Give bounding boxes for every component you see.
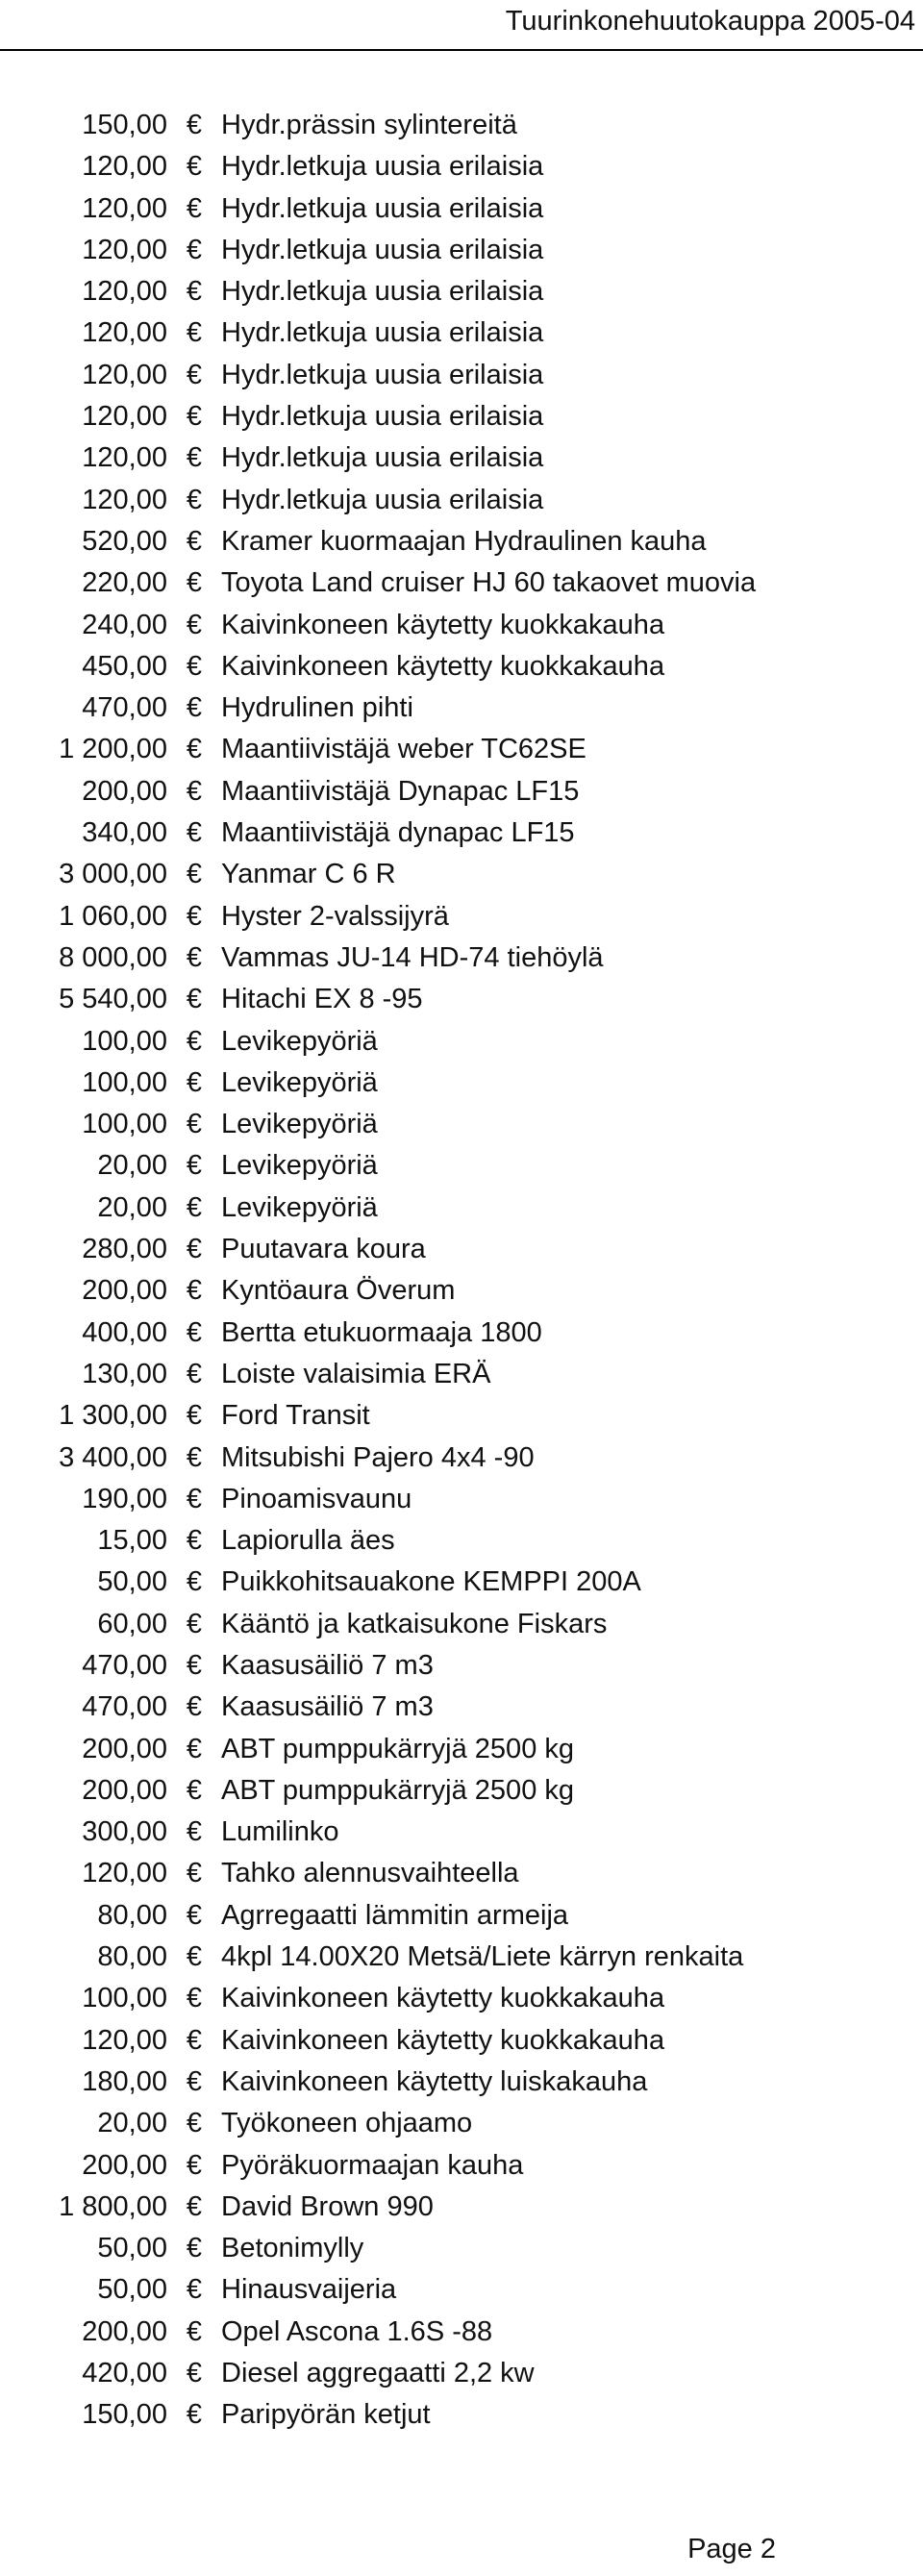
item-description: Hydr.letkuja uusia erilaisia (221, 276, 544, 308)
page-number: Page 2 (687, 2534, 776, 2564)
list-item (35, 771, 900, 813)
item-price: 240,00 (82, 609, 167, 640)
item-price: 20,00 (97, 1191, 167, 1223)
euro-currency-symbol: € (186, 1316, 203, 1348)
list-item (35, 1313, 900, 1354)
item-description: Hydr.letkuja uusia erilaisia (221, 317, 544, 349)
item-description: Levikepyöriä (221, 1025, 378, 1057)
euro-currency-symbol: € (186, 1483, 203, 1514)
item-description: Betonimylly (221, 2233, 364, 2264)
euro-currency-symbol: € (186, 1733, 203, 1764)
item-price: 20,00 (97, 2108, 167, 2139)
euro-currency-symbol: € (186, 692, 203, 724)
euro-currency-symbol: € (186, 1109, 203, 1140)
item-description: Kaivinkoneen käytetty luiskakauha (221, 2065, 648, 2097)
euro-currency-symbol: € (186, 484, 203, 515)
list-item (35, 438, 900, 479)
item-price: 520,00 (82, 525, 167, 557)
item-price: 120,00 (82, 401, 167, 433)
list-item (35, 1354, 900, 1395)
item-description: Hitachi EX 8 -95 (221, 984, 423, 1015)
list-item (35, 1687, 900, 1728)
item-description: Hydr.letkuja uusia erilaisia (221, 234, 544, 265)
list-item (35, 2312, 900, 2353)
item-price: 120,00 (82, 192, 167, 224)
list-item (35, 938, 900, 979)
euro-currency-symbol: € (186, 900, 203, 932)
euro-currency-symbol: € (186, 1025, 203, 1057)
item-description: Hydr.letkuja uusia erilaisia (221, 151, 544, 183)
item-price: 50,00 (97, 1566, 167, 1598)
list-item (35, 2269, 900, 2311)
item-description: Diesel aggregaatti 2,2 kw (221, 2358, 535, 2389)
item-price: 200,00 (82, 775, 167, 807)
item-description: Lapiorulla äes (221, 1525, 395, 1557)
list-item (35, 2145, 900, 2187)
list-item (35, 480, 900, 521)
item-price: 180,00 (82, 2065, 167, 2097)
item-description: Levikepyöriä (221, 1191, 378, 1223)
euro-currency-symbol: € (186, 609, 203, 640)
item-description: Vammas JU-14 HD-74 tiehöylä (221, 941, 604, 973)
list-item (35, 1188, 900, 1229)
item-price: 50,00 (97, 2274, 167, 2306)
page-header-title: Tuurinkonehuutokauppa 2005-04 (505, 6, 915, 37)
item-description: Hyster 2-valssijyrä (221, 900, 449, 932)
list-item (35, 146, 900, 188)
euro-currency-symbol: € (186, 1275, 203, 1307)
auction-item-list (35, 105, 900, 2437)
euro-currency-symbol: € (186, 1816, 203, 1848)
item-price: 200,00 (82, 1275, 167, 1307)
list-item (35, 1645, 900, 1687)
euro-currency-symbol: € (186, 2190, 203, 2222)
euro-currency-symbol: € (186, 1358, 203, 1389)
list-item (35, 1395, 900, 1437)
list-item (35, 1770, 900, 1812)
list-item (35, 2394, 900, 2436)
item-description: Työkoneen ohjaamo (221, 2108, 473, 2139)
item-description: Hydr.letkuja uusia erilaisia (221, 484, 544, 515)
list-item (35, 2187, 900, 2228)
item-price: 5 540,00 (59, 984, 167, 1015)
list-item (35, 646, 900, 688)
item-description: Puutavara koura (221, 1234, 426, 1265)
list-item (35, 1104, 900, 1145)
item-price: 220,00 (82, 567, 167, 599)
header-divider (0, 49, 923, 51)
euro-currency-symbol: € (186, 1066, 203, 1098)
item-price: 470,00 (82, 692, 167, 724)
euro-currency-symbol: € (186, 1441, 203, 1473)
item-description: Lumilinko (221, 1816, 339, 1848)
euro-currency-symbol: € (186, 525, 203, 557)
item-price: 120,00 (82, 151, 167, 183)
item-description: Maantiivistäjä Dynapac LF15 (221, 775, 580, 807)
list-item (35, 1812, 900, 1853)
euro-currency-symbol: € (186, 1525, 203, 1557)
item-price: 20,00 (97, 1150, 167, 1182)
list-item (35, 1853, 900, 1894)
euro-currency-symbol: € (186, 234, 203, 265)
item-price: 100,00 (82, 1983, 167, 2014)
list-item (35, 563, 900, 604)
euro-currency-symbol: € (186, 2358, 203, 2389)
item-price: 100,00 (82, 1066, 167, 1098)
list-item (35, 1937, 900, 1978)
euro-currency-symbol: € (186, 317, 203, 349)
euro-currency-symbol: € (186, 442, 203, 474)
list-item (35, 729, 900, 770)
euro-currency-symbol: € (186, 1899, 203, 1931)
item-description: Loiste valaisimia ERÄ (221, 1358, 491, 1389)
euro-currency-symbol: € (186, 2399, 203, 2431)
item-price: 120,00 (82, 442, 167, 474)
item-price: 200,00 (82, 1733, 167, 1764)
list-item (35, 854, 900, 895)
item-description: Kääntö ja katkaisukone Fiskars (221, 1608, 608, 1639)
item-description: Opel Ascona 1.6S -88 (221, 2315, 493, 2347)
item-description: Hydrulinen pihti (221, 692, 413, 724)
item-price: 1 200,00 (59, 734, 167, 765)
item-price: 1 800,00 (59, 2190, 167, 2222)
item-price: 280,00 (82, 1234, 167, 1265)
euro-currency-symbol: € (186, 2149, 203, 2181)
euro-currency-symbol: € (186, 734, 203, 765)
item-price: 80,00 (97, 1899, 167, 1931)
item-description: Hydr.letkuja uusia erilaisia (221, 442, 544, 474)
item-price: 200,00 (82, 2315, 167, 2347)
item-description: Hydr.letkuja uusia erilaisia (221, 192, 544, 224)
item-price: 130,00 (82, 1358, 167, 1389)
list-item (35, 1895, 900, 1937)
list-item (35, 1229, 900, 1270)
item-price: 120,00 (82, 234, 167, 265)
item-description: Mitsubishi Pajero 4x4 -90 (221, 1441, 535, 1473)
item-price: 8 000,00 (59, 941, 167, 973)
list-item (35, 313, 900, 354)
item-description: Kaasusäiliö 7 m3 (221, 1691, 434, 1723)
item-price: 340,00 (82, 817, 167, 849)
item-price: 470,00 (82, 1691, 167, 1723)
euro-currency-symbol: € (186, 2024, 203, 2056)
list-item (35, 1520, 900, 1562)
euro-currency-symbol: € (186, 276, 203, 308)
item-description: Ford Transit (221, 1400, 370, 1432)
item-price: 15,00 (97, 1525, 167, 1557)
list-item (35, 1729, 900, 1770)
euro-currency-symbol: € (186, 984, 203, 1015)
item-description: Maantiivistäjä weber TC62SE (221, 734, 586, 765)
item-price: 60,00 (97, 1608, 167, 1639)
list-item (35, 1562, 900, 1603)
item-description: Kaivinkoneen käytetty kuokkakauha (221, 650, 665, 682)
item-price: 80,00 (97, 1941, 167, 1973)
item-description: ABT pumppukärryjä 2500 kg (221, 1733, 575, 1764)
item-price: 150,00 (82, 110, 167, 140)
euro-currency-symbol: € (186, 401, 203, 433)
item-description: Pinoamisvaunu (221, 1483, 412, 1514)
item-description: ABT pumppukärryjä 2500 kg (221, 1774, 575, 1806)
item-price: 50,00 (97, 2233, 167, 2264)
item-description: Tahko alennusvaihteella (221, 1858, 519, 1889)
item-price: 3 400,00 (59, 1441, 167, 1473)
euro-currency-symbol: € (186, 1858, 203, 1889)
item-price: 100,00 (82, 1109, 167, 1140)
list-item (35, 813, 900, 854)
list-item (35, 521, 900, 563)
list-item (35, 271, 900, 313)
item-price: 120,00 (82, 276, 167, 308)
euro-currency-symbol: € (186, 1983, 203, 2014)
item-description: Paripyörän ketjut (221, 2399, 431, 2431)
item-description: Kaivinkoneen käytetty kuokkakauha (221, 2024, 665, 2056)
item-description: Toyota Land cruiser HJ 60 takaovet muovia (221, 567, 757, 599)
euro-currency-symbol: € (186, 650, 203, 682)
list-item (35, 355, 900, 396)
euro-currency-symbol: € (186, 1191, 203, 1223)
item-description: Levikepyöriä (221, 1150, 378, 1182)
list-item (35, 979, 900, 1020)
euro-currency-symbol: € (186, 2065, 203, 2097)
euro-currency-symbol: € (186, 110, 203, 140)
euro-currency-symbol: € (186, 1608, 203, 1639)
item-price: 150,00 (82, 2399, 167, 2431)
item-description: Kaivinkoneen käytetty kuokkakauha (221, 609, 665, 640)
item-description: Levikepyöriä (221, 1066, 378, 1098)
item-description: Bertta etukuormaaja 1800 (221, 1316, 542, 1348)
item-description: 4kpl 14.00X20 Metsä/Liete kärryn renkaita (221, 1941, 744, 1973)
euro-currency-symbol: € (186, 2108, 203, 2139)
item-price: 200,00 (82, 1774, 167, 1806)
list-item (35, 2103, 900, 2144)
euro-currency-symbol: € (186, 2274, 203, 2306)
item-price: 3 000,00 (59, 859, 167, 890)
list-item (35, 1063, 900, 1104)
item-description: Kramer kuormaajan Hydraulinen kauha (221, 525, 707, 557)
item-description: Hydr.prässin sylintereitä (221, 110, 517, 140)
euro-currency-symbol: € (186, 1774, 203, 1806)
euro-currency-symbol: € (186, 1150, 203, 1182)
item-description: Pyöräkuormaajan kauha (221, 2149, 524, 2181)
euro-currency-symbol: € (186, 859, 203, 890)
item-price: 450,00 (82, 650, 167, 682)
item-price: 120,00 (82, 317, 167, 349)
item-description: Hydr.letkuja uusia erilaisia (221, 401, 544, 433)
item-price: 1 060,00 (59, 900, 167, 932)
euro-currency-symbol: € (186, 817, 203, 849)
item-price: 190,00 (82, 1483, 167, 1514)
list-item (35, 2228, 900, 2269)
euro-currency-symbol: € (186, 1234, 203, 1265)
euro-currency-symbol: € (186, 1566, 203, 1598)
item-price: 120,00 (82, 484, 167, 515)
euro-currency-symbol: € (186, 192, 203, 224)
euro-currency-symbol: € (186, 1649, 203, 1681)
item-price: 120,00 (82, 359, 167, 390)
list-item (35, 2020, 900, 2062)
list-item (35, 105, 900, 146)
item-description: Agrregaatti lämmitin armeija (221, 1899, 569, 1931)
list-item (35, 1021, 900, 1063)
euro-currency-symbol: € (186, 2233, 203, 2264)
euro-currency-symbol: € (186, 941, 203, 973)
list-item (35, 1438, 900, 1479)
list-item (35, 230, 900, 271)
item-price: 200,00 (82, 2149, 167, 2181)
euro-currency-symbol: € (186, 775, 203, 807)
list-item (35, 605, 900, 646)
list-item (35, 2353, 900, 2394)
item-price: 120,00 (82, 2024, 167, 2056)
list-item (35, 2062, 900, 2103)
item-description: Kaasusäiliö 7 m3 (221, 1649, 434, 1681)
list-item (35, 1604, 900, 1645)
euro-currency-symbol: € (186, 151, 203, 183)
list-item (35, 688, 900, 729)
item-description: David Brown 990 (221, 2190, 434, 2222)
item-description: Kaivinkoneen käytetty kuokkakauha (221, 1983, 665, 2014)
item-description: Puikkohitsauakone KEMPPI 200A (221, 1566, 641, 1598)
list-item (35, 1978, 900, 2019)
euro-currency-symbol: € (186, 1400, 203, 1432)
item-price: 120,00 (82, 1858, 167, 1889)
list-item (35, 1145, 900, 1187)
euro-currency-symbol: € (186, 1691, 203, 1723)
euro-currency-symbol: € (186, 2315, 203, 2347)
item-description: Hinausvaijeria (221, 2274, 397, 2306)
item-price: 1 300,00 (59, 1400, 167, 1432)
list-item (35, 1479, 900, 1520)
list-item (35, 188, 900, 230)
item-price: 100,00 (82, 1025, 167, 1057)
item-description: Kyntöaura Överum (221, 1275, 456, 1307)
item-description: Maantiivistäjä dynapac LF15 (221, 817, 575, 849)
item-price: 470,00 (82, 1649, 167, 1681)
item-description: Hydr.letkuja uusia erilaisia (221, 359, 544, 390)
item-description: Levikepyöriä (221, 1109, 378, 1140)
euro-currency-symbol: € (186, 359, 203, 390)
item-description: Yanmar C 6 R (221, 859, 396, 890)
item-price: 420,00 (82, 2358, 167, 2389)
list-item (35, 396, 900, 438)
euro-currency-symbol: € (186, 1941, 203, 1973)
list-item (35, 896, 900, 938)
item-price: 300,00 (82, 1816, 167, 1848)
list-item (35, 1270, 900, 1312)
euro-currency-symbol: € (186, 567, 203, 599)
item-price: 400,00 (82, 1316, 167, 1348)
